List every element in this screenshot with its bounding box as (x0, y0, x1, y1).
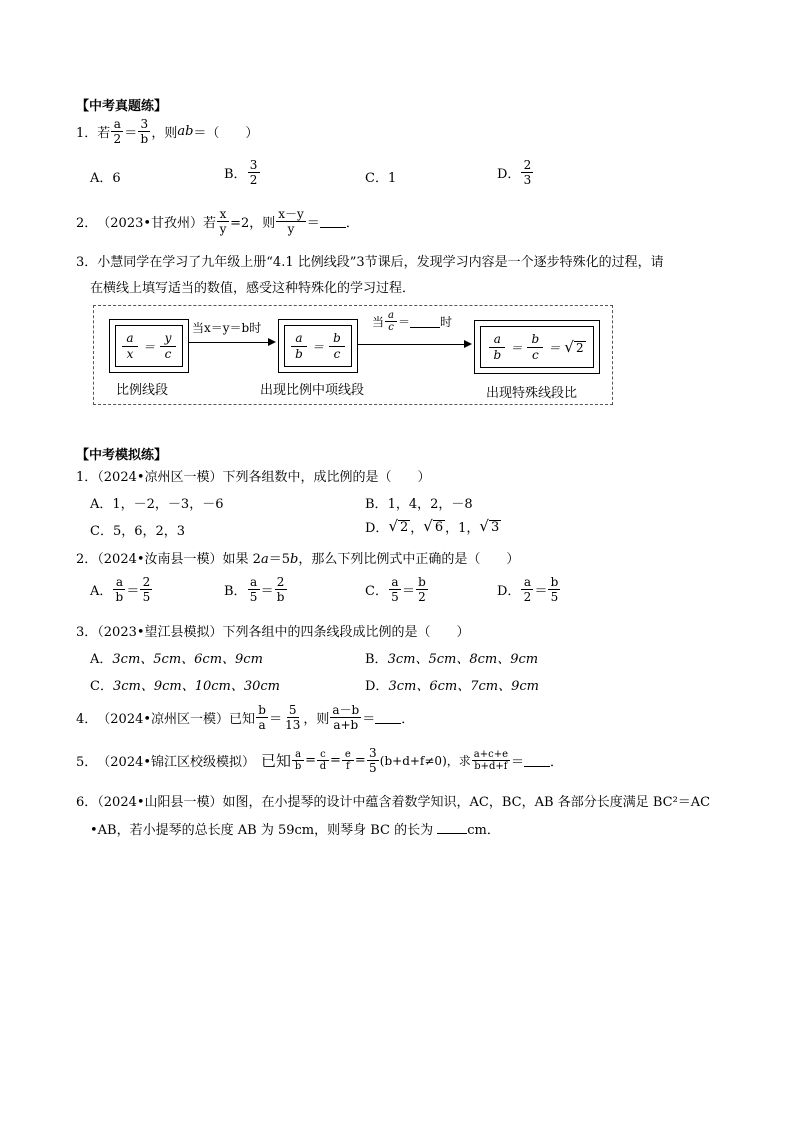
mock-question-3: 3．（2023•望江县模拟）下列各组中的四条线段成比例的是（ ） (76, 625, 470, 640)
mock-q1-option-d: D． √ 2 ， √ 6 ，1， √ 3 (365, 517, 500, 536)
diagram-caption-3: 出现特殊线段比 (486, 386, 578, 401)
arrow-label-1: 当x＝y＝b时 (192, 321, 262, 335)
question-2: 2． （2023•甘孜州） 若 $\frac{x}{y}$ =2，则 $\frac{x-y}{y}$ ＝ ． (76, 207, 359, 236)
mock-q1-option-c: C．5，6，2，3 (90, 524, 186, 539)
mock-question-1: 1．（2024•凉州区一模）下列各组数中，成比例的是（ ） (76, 470, 431, 485)
question-number: 1． (76, 126, 98, 141)
mock-question-6-line2: •AB，若小提琴的总长度 AB 为 59cm，则琴身 BC 的长为 cm． (90, 823, 500, 838)
fraction: $\frac{3}{b}$ (138, 117, 150, 146)
answer-blank[interactable] (375, 712, 401, 724)
arrow-2 (357, 344, 464, 345)
mock-q3-option-d: D．3cm、6cm、7cm、9cm (365, 679, 539, 694)
question-1: 1． 若 $\frac{a}{2}$ ＝ $\frac{3}{b}$ ，则 ab ＝（ ） (76, 117, 259, 146)
answer-blank[interactable] (437, 822, 467, 834)
arrow-2-head (464, 340, 472, 348)
arrow-1-head (268, 338, 276, 346)
answer-blank[interactable] (320, 216, 346, 228)
mock-question-6-line1: 6．（2024•山阳县一模）如图，在小提琴的设计中蕴含着数学知识，AC，BC，AB 各部分长度满足 BC²＝AC (76, 795, 711, 810)
mock-q2-option-b: B． $\frac{a}{5}$ ＝ $\frac{2}{b}$ (224, 575, 288, 604)
answer-blank[interactable] (524, 755, 550, 767)
diagram-answer-blank[interactable] (410, 316, 440, 328)
mock-q2-option-a: A． $\frac{a}{b}$ ＝ $\frac{2}{5}$ (90, 575, 153, 604)
diagram-box-proportion: $\frac{a}{x}$ ＝ $\frac{y}{c}$ (109, 319, 189, 373)
mock-q2-option-d: D． $\frac{a}{2}$ ＝ $\frac{b}{5}$ (497, 575, 561, 604)
diagram-box-mean-proportional: $\frac{a}{b}$ ＝ $\frac{b}{c}$ (278, 319, 358, 373)
diagram-box-special-ratio: $\frac{a}{b}$ ＝ $\frac{b}{c}$ ＝ √ 2 (474, 320, 600, 374)
mock-q1-option-a: A．1，－2，－3，－6 (90, 497, 224, 512)
option-c: C．1 (365, 171, 397, 186)
question-3-line2: 在横线上填写适当的数值，感受这种特殊化的学习过程． (90, 281, 416, 296)
arrow-label-2: 当 $\frac{a}{c}$ ＝ 时 (372, 310, 453, 333)
arrow-1 (188, 342, 268, 343)
mock-question-2: 2．（2024•汝南县一模）如果 2a＝5b，那么下列比例式中正确的是（ ） (76, 552, 520, 567)
mock-q2-option-c: C． $\frac{a}{5}$ ＝ $\frac{b}{2}$ (365, 575, 429, 604)
mock-question-4: 4． （2024•凉州区一模） 已知 $\frac{b}{a}$ ＝ $\frac{5}{13}$ ，则 $\frac{a-b}{a+b}$ ＝ ． (76, 703, 415, 732)
fraction: $\frac{a}{2}$ (111, 117, 123, 146)
diagram-caption-2: 出现比例中项线段 (260, 383, 365, 398)
section-title-exam: 【中考真题练】 (76, 99, 168, 114)
option-a: A．6 (90, 171, 121, 186)
option-d: D． $\frac{2}{3}$ (497, 158, 534, 187)
mock-q3-option-c: C．3cm、9cm、10cm、30cm (90, 679, 281, 694)
mock-question-5: 5． （2024•锦江区校级模拟） 已知 $\frac{a}{b}$ = $\frac{c}{d}$ = $\frac{e}{f}$ = $\frac{3}{5}$ (b+d+f≠0)，求 $\frac{a+c+e}{b+d+f}$ ＝ ． (76, 746, 564, 775)
mock-q3-option-b: B．3cm、5cm、8cm、9cm (365, 652, 539, 667)
question-3-line1: 3．小慧同学在学习了九年级上册“4.1 比例线段”3节课后，发现学习内容是一个逐步特殊化的过程，请 (76, 255, 664, 270)
diagram-caption-1: 比例线段 (116, 383, 169, 398)
mock-q3-option-a: A．3cm、5cm、6cm、9cm (90, 652, 263, 667)
section-title-mock: 【中考模拟练】 (76, 448, 168, 463)
option-b: B． $\frac{3}{2}$ (224, 158, 261, 187)
mock-q1-option-b: B．1，4，2，－8 (365, 497, 473, 512)
